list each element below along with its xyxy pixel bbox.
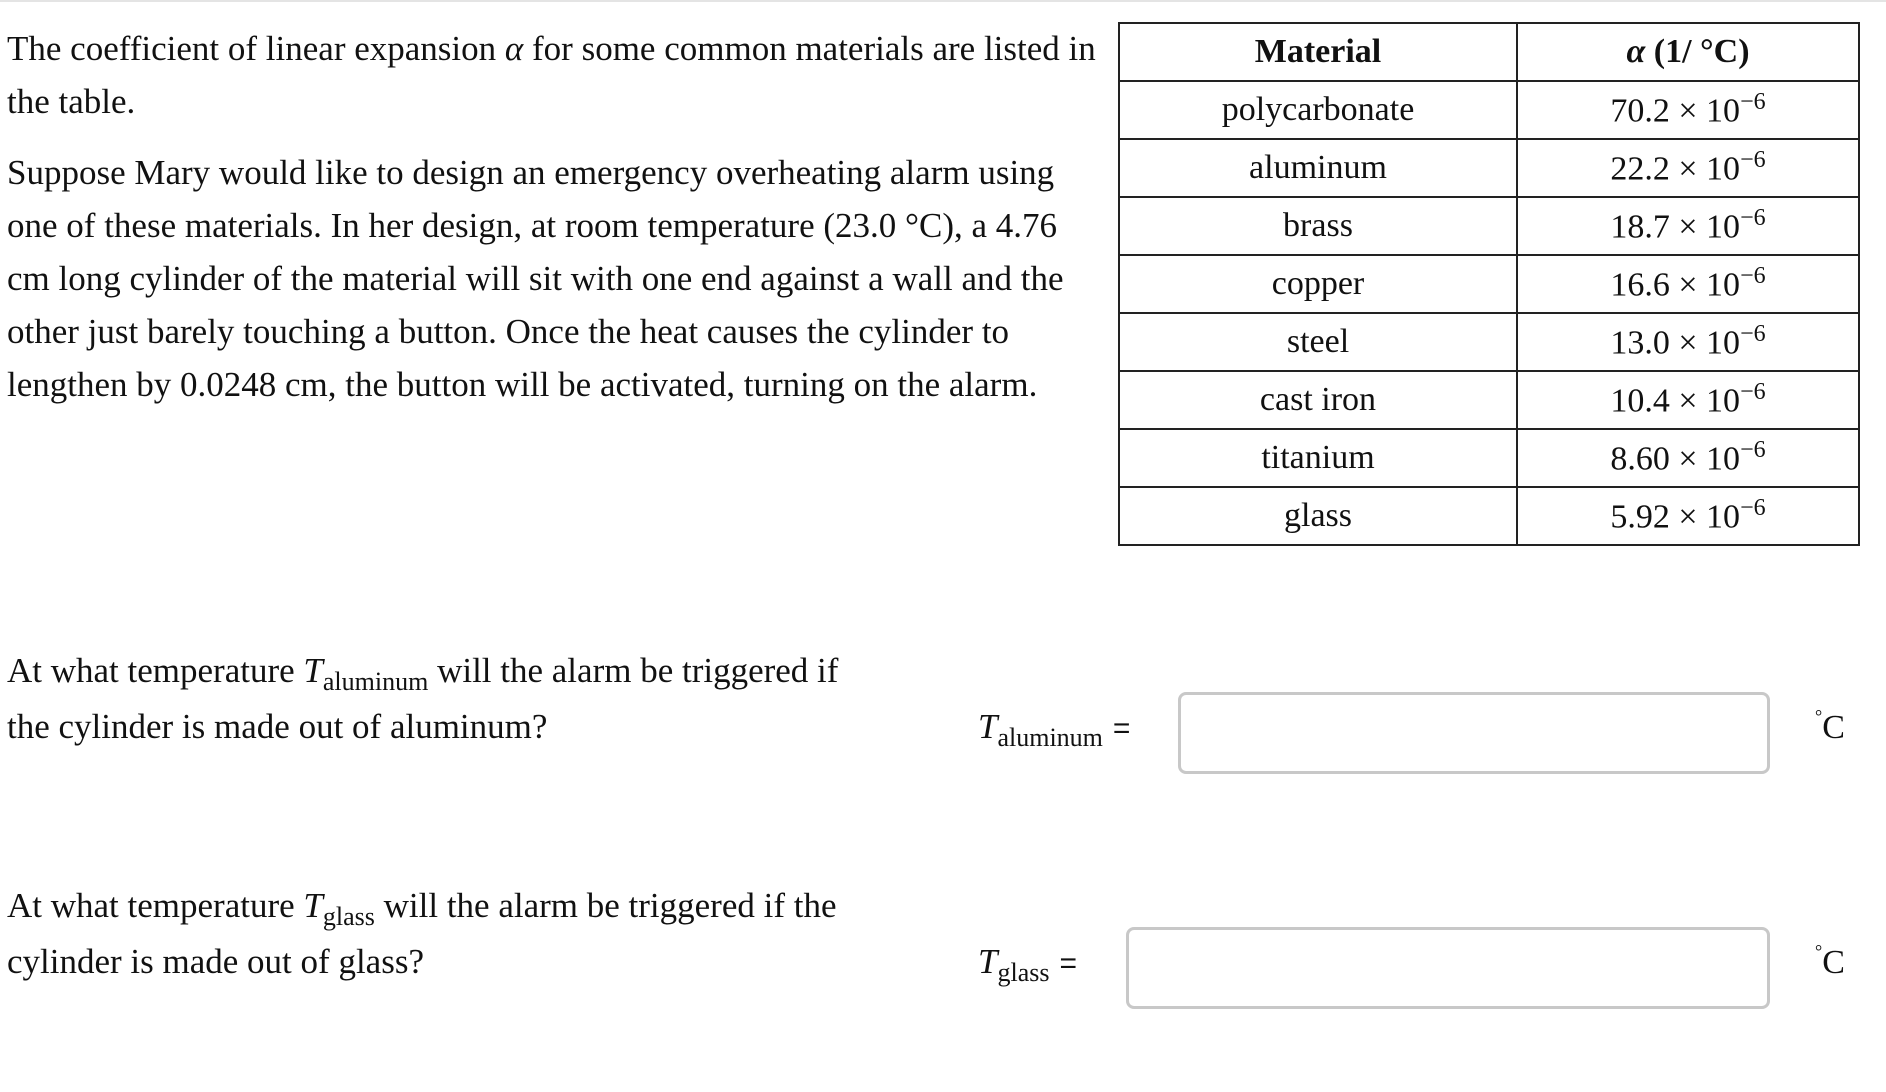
alpha-value-cell: $10.4 \times 10^{-6}$ [1517,371,1859,429]
material-cell: polycarbonate [1119,81,1517,139]
table-row [1119,81,1859,139]
alpha-value-cell: $16.6 \times 10^{-6}$ [1517,255,1859,313]
material-cell: copper [1119,255,1517,313]
table-row [1119,487,1859,545]
label-t-aluminum: $T_{aluminum}$ = [978,707,1131,752]
question-aluminum: At what temperature $T_{aluminum}$ will the alarm be triggered if the cylinder is made out of aluminum? [7,651,839,746]
table-row [1119,139,1859,197]
problem-intro [7,22,1097,411]
alpha-value-cell: $13.0 \times 10^{-6}$ [1517,313,1859,371]
alpha-value-cell: $18.7 \times 10^{-6}$ [1517,197,1859,255]
unit-celsius-aluminum: °C [1815,706,1845,746]
header-material: Material [1119,23,1517,81]
intro-paragraph-2: Suppose Mary would like to design an emergency overheating alarm using one of these materials. In her design, at room temperature (23.0 °C), a 4.76 cm long cylinder of the material will sit with one end against a wall and the other just barely touching a button. Once the heat causes the cylinder to lengthen by 0.0248 cm, the button will be activated, turning on the alarm. [7,153,1064,404]
material-cell: steel [1119,313,1517,371]
t-aluminum-input[interactable] [1178,692,1770,774]
table-row [1119,255,1859,313]
table-row [1119,313,1859,371]
material-cell: aluminum [1119,139,1517,197]
intro-paragraph-1: The coefficient of linear expansion α for some common materials are listed in the table. [7,29,1096,121]
unit-celsius-glass: °C [1815,941,1845,981]
expansion-coefficient-table [1118,22,1860,546]
top-divider [0,0,1886,2]
material-cell: glass [1119,487,1517,545]
header-alpha: α (1/ °C) [1517,23,1859,81]
t-glass-input[interactable] [1126,927,1770,1009]
label-t-glass: $T_{glass}$ = [978,942,1077,987]
alpha-value-cell: $5.92 \times 10^{-6}$ [1517,487,1859,545]
material-cell: brass [1119,197,1517,255]
alpha-symbol: α [504,29,524,68]
alpha-value-cell: $8.60 \times 10^{-6}$ [1517,429,1859,487]
material-cell: cast iron [1119,371,1517,429]
question-glass: At what temperature $T_{glass}$ will the alarm be triggered if the cylinder is made out of glass? [7,886,837,981]
alpha-value-cell: $22.2 \times 10^{-6}$ [1517,139,1859,197]
table-row [1119,371,1859,429]
table-row [1119,429,1859,487]
table-row [1119,197,1859,255]
alpha-value-cell: $70.2 \times 10^{-6}$ [1517,81,1859,139]
table-header-row [1119,23,1859,81]
material-cell: titanium [1119,429,1517,487]
